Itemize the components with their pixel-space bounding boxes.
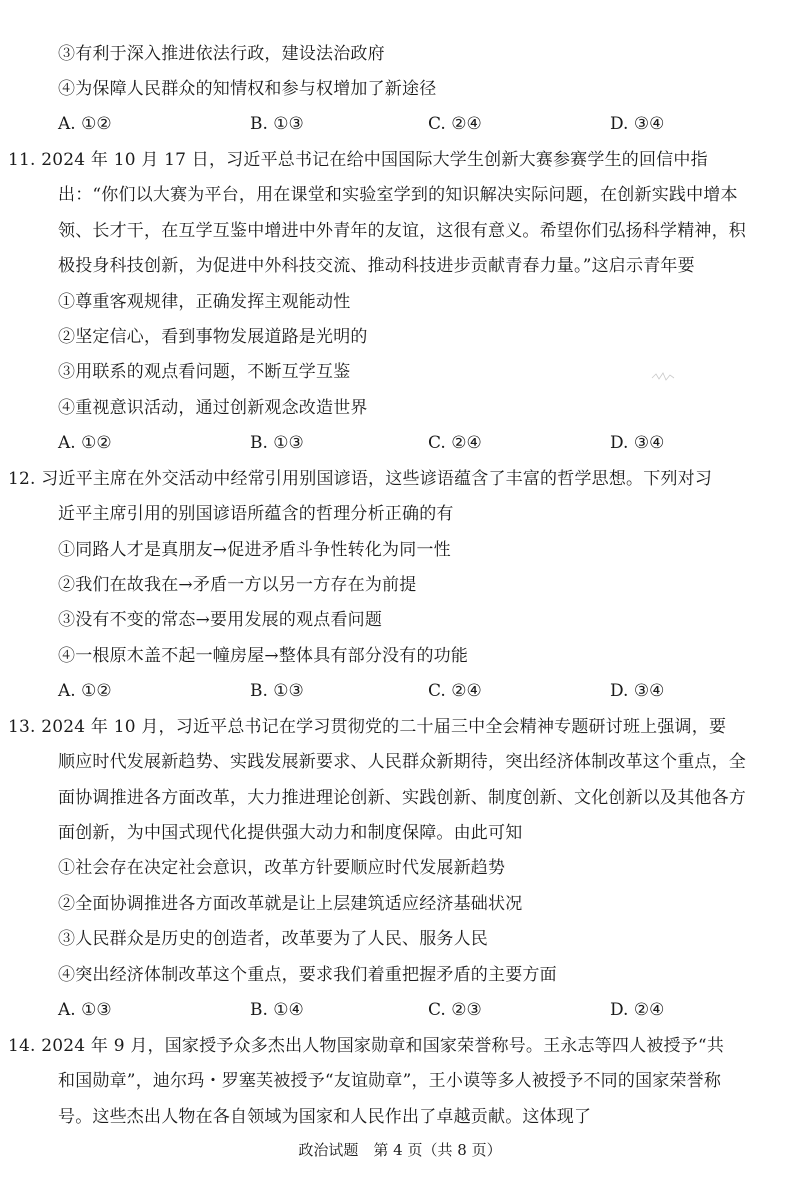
q13-item-1: ①社会存在决定社会意识，改革方针要顺应时代发展新趋势 xyxy=(58,858,506,878)
q12-options xyxy=(58,679,718,703)
q12-stem-line-1: 12. 习近平主席在外交活动中经常引用别国谚语，这些谚语蕴含了丰富的哲学思想。下列对习 xyxy=(8,469,713,489)
q11-options xyxy=(58,431,718,455)
q13-option-c: C. ②③ xyxy=(428,1000,482,1020)
q12-option-c: C. ②④ xyxy=(428,681,482,701)
q12-stem-line-2: 近平主席引用的别国谚语所蕴含的哲理分析正确的有 xyxy=(58,504,454,524)
q12-item-4: ④一根原木盖不起一幢房屋→整体具有部分没有的功能 xyxy=(58,646,469,666)
q10-item-4: ④为保障人民群众的知情权和参与权增加了新途径 xyxy=(58,79,437,99)
q10-option-c: C. ②④ xyxy=(428,114,482,134)
q11-stem-line-2: 出：“你们以大赛为平台，用在课堂和实验室学到的知识解决实际问题，在创新实践中增本 xyxy=(58,185,738,205)
q11-item-3: ③用联系的观点看问题，不断互学互鉴 xyxy=(58,362,351,382)
q14-stem-line-2: 和国勋章”，迪尔玛・罗塞芙被授予“友谊勋章”，王小谟等多人被授予不同的国家荣誉称 xyxy=(58,1071,722,1091)
q13-stem-line-1: 13. 2024 年 10 月，习近平总书记在学习贯彻党的二十届三中全会精神专题研讨班上强调，要 xyxy=(8,717,727,737)
q10-option-b: B. ①③ xyxy=(250,114,304,134)
q14-stem-line-3: 号。这些杰出人物在各自领域为国家和人民作出了卓越贡献。这体现了 xyxy=(58,1107,592,1127)
q14-stem-line-1: 14. 2024 年 9 月，国家授予众多杰出人物国家勋章和国家荣誉称号。王永志等四人被授予“共 xyxy=(8,1036,725,1056)
q12-item-1: ①同路人才是真朋友→促进矛盾斗争性转化为同一性 xyxy=(58,540,451,560)
scan-speck-mark xyxy=(650,370,676,384)
q12-item-2: ②我们在故我在→矛盾一方以另一方存在为前提 xyxy=(58,575,417,595)
q12-option-d: D. ③④ xyxy=(610,681,665,701)
q10-option-a: A. ①② xyxy=(58,114,112,134)
q13-stem-line-2: 顺应时代发展新趋势、实践发展新要求、人民群众新期待，突出经济体制改革这个重点，全 xyxy=(58,752,746,772)
q13-option-d: D. ②④ xyxy=(610,1000,665,1020)
q13-item-4: ④突出经济体制改革这个重点，要求我们着重把握矛盾的主要方面 xyxy=(58,965,557,985)
q11-item-2: ②坚定信心，看到事物发展道路是光明的 xyxy=(58,327,368,347)
q11-option-d: D. ③④ xyxy=(610,433,665,453)
q12-item-3: ③没有不变的常态→要用发展的观点看问题 xyxy=(58,610,383,630)
q13-item-2: ②全面协调推进各方面改革就是让上层建筑适应经济基础状况 xyxy=(58,894,523,914)
q11-stem-line-4: 极投身科技创新，为促进中外科技交流、推动科技进步贡献青春力量。”这启示青年要 xyxy=(58,256,695,276)
q13-option-b: B. ①④ xyxy=(250,1000,304,1020)
q13-stem-line-4: 面创新，为中国式现代化提供强大动力和制度保障。由此可知 xyxy=(58,823,523,843)
q13-option-a: A. ①③ xyxy=(58,1000,112,1020)
q11-option-a: A. ①② xyxy=(58,433,112,453)
q11-option-b: B. ①③ xyxy=(250,433,304,453)
q10-item-3: ③有利于深入推进依法行政，建设法治政府 xyxy=(58,44,385,64)
q13-stem-line-3: 面协调推进各方面改革，大力推进理论创新、实践创新、制度创新、文化创新以及其他各方 xyxy=(58,788,746,808)
q12-option-b: B. ①③ xyxy=(250,681,304,701)
q10-options xyxy=(58,112,718,136)
q12-option-a: A. ①② xyxy=(58,681,112,701)
q13-item-3: ③人民群众是历史的创造者，改革要为了人民、服务人民 xyxy=(58,929,488,949)
q11-item-4: ④重视意识活动，通过创新观念改造世界 xyxy=(58,398,368,418)
q11-option-c: C. ②④ xyxy=(428,433,482,453)
q10-option-d: D. ③④ xyxy=(610,114,665,134)
q11-item-1: ①尊重客观规律，正确发挥主观能动性 xyxy=(58,292,351,312)
page-footer: 政治试题 第 4 页（共 8 页） xyxy=(298,1141,502,1159)
q13-options xyxy=(58,998,718,1022)
q11-stem-line-3: 领、长才干，在互学互鉴中增进中外青年的友谊，这很有意义。希望你们弘扬科学精神，积 xyxy=(58,221,746,241)
q11-stem-line-1: 11. 2024 年 10 月 17 日，习近平总书记在给中国国际大学生创新大赛参赛学生的回信中指 xyxy=(8,150,708,170)
